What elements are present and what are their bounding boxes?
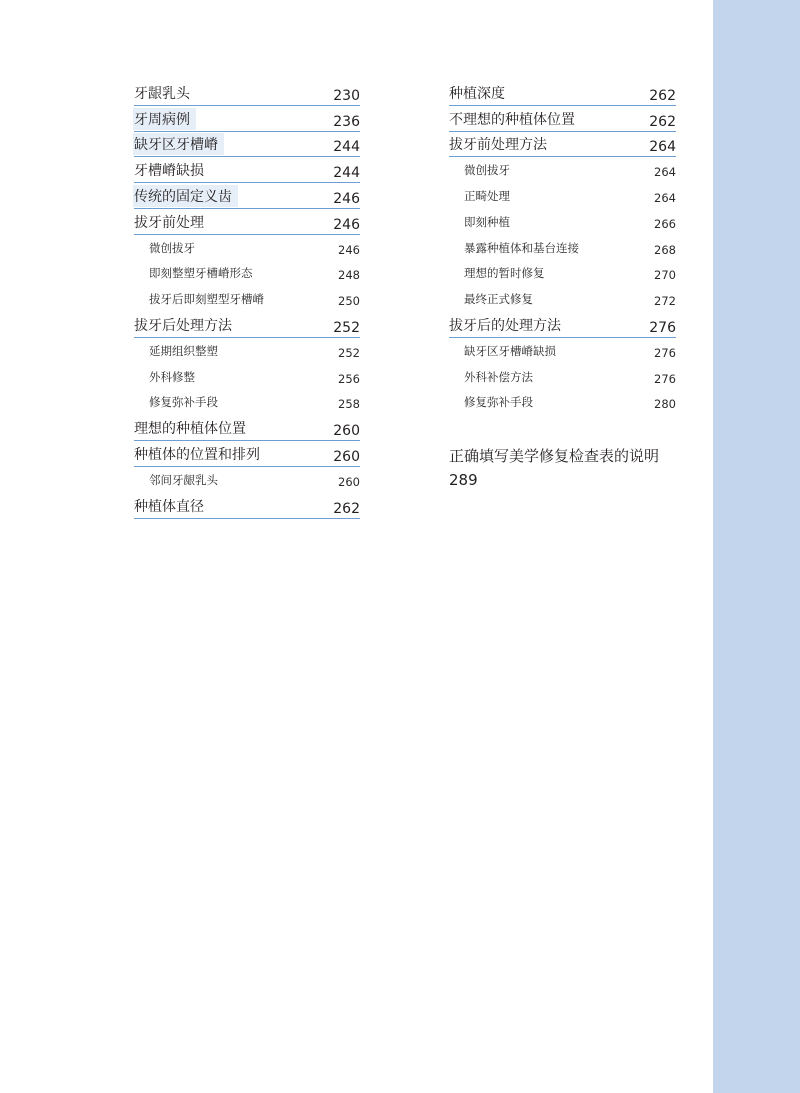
toc-subentry[interactable] [449,209,676,235]
toc-entry-title: 牙周病例 [133,108,196,130]
toc-entry-page-number: 260 [333,448,360,465]
toc-entry-title: 修复弥补手段 [149,395,218,410]
toc-entry-title: 微创拔牙 [464,163,510,178]
toc-entry-page-number: 262 [333,500,360,517]
toc-entry-page-number: 244 [333,165,360,182]
toc-entry-page-number: 252 [338,345,360,360]
toc-entry-page-number: 276 [654,345,676,360]
toc-subentry[interactable] [449,261,676,287]
closing-entry-title: 正确填写美学修复检查表的说明 [449,447,660,465]
toc-entry-page-number: 276 [649,319,676,336]
toc-entry-title: 种植深度 [449,85,505,102]
toc-entry-title: 理想的种植体位置 [134,421,246,438]
toc-entry-title: 缺牙区牙槽嵴 [133,133,224,155]
toc-entry-title: 不理想的种植体位置 [449,111,575,128]
toc-entry-title: 拔牙后处理方法 [134,317,232,334]
toc-entry[interactable] [134,183,360,209]
toc-subentry[interactable] [134,364,360,390]
toc-entry-page-number: 262 [649,87,676,104]
toc-entry-title: 拔牙前处理 [134,214,204,231]
toc-left-column [134,80,360,519]
toc-entry-page-number: 266 [654,216,676,231]
toc-entry-title: 拔牙后的处理方法 [449,317,561,334]
toc-entry-page-number: 264 [654,165,676,180]
toc-entry[interactable] [134,106,360,132]
toc-entry-page-number: 262 [649,113,676,130]
toc-subentry[interactable] [449,338,676,364]
toc-subentry[interactable] [134,286,360,312]
toc-entry[interactable] [449,80,676,106]
toc-subentry[interactable] [134,390,360,416]
toc-entry-page-number: 230 [333,87,360,104]
toc-subentry[interactable] [134,261,360,287]
toc-entry-title: 种植体的位置和排列 [134,446,260,463]
toc-entry-title: 牙槽嵴缺损 [134,163,204,180]
closing-toc-entry[interactable] [449,444,689,492]
toc-entry[interactable] [134,415,360,441]
toc-entry-page-number: 264 [649,139,676,156]
toc-entry-title: 修复弥补手段 [464,395,533,410]
toc-entry-page-number: 260 [333,423,360,440]
toc-subentry[interactable] [449,364,676,390]
toc-subentry[interactable] [134,467,360,493]
toc-subentry[interactable] [134,338,360,364]
toc-entry-title: 正畸处理 [464,188,510,203]
toc-entry-page-number: 268 [654,242,676,257]
toc-entry-title: 最终正式修复 [464,292,533,307]
toc-entry-title: 理想的暂时修复 [464,266,545,281]
side-color-band [713,0,800,1093]
toc-entry-page-number: 244 [333,139,360,156]
toc-entry[interactable] [134,80,360,106]
toc-entry-title: 即刻种植 [464,214,510,229]
toc-entry-title: 种植体直径 [134,498,204,515]
toc-entry-title: 即刻整塑牙槽嵴形态 [149,266,253,281]
toc-entry-page-number: 252 [333,319,360,336]
toc-entry[interactable] [134,132,360,158]
toc-entry[interactable] [134,493,360,519]
toc-entry-title: 拔牙前处理方法 [449,137,547,154]
toc-subentry[interactable] [449,157,676,183]
toc-subentry[interactable] [449,390,676,416]
toc-entry-page-number: 258 [338,397,360,412]
toc-entry-title: 暴露种植体和基台连接 [464,240,579,255]
toc-entry-title: 邻间牙龈乳头 [149,472,218,487]
toc-entry[interactable] [449,106,676,132]
toc-entry[interactable] [449,312,676,338]
toc-entry-page-number: 264 [654,190,676,205]
toc-subentry[interactable] [449,235,676,261]
toc-entry-title: 延期组织整塑 [149,343,218,358]
toc-entry[interactable] [134,209,360,235]
toc-subentry[interactable] [449,286,676,312]
toc-entry[interactable] [134,157,360,183]
toc-entry-title: 牙龈乳头 [134,85,190,102]
toc-entry-page-number: 246 [338,242,360,257]
toc-entry[interactable] [449,132,676,158]
toc-entry-title: 传统的固定义齿 [133,185,238,207]
toc-entry-page-number: 246 [333,190,360,207]
toc-entry-page-number: 246 [333,216,360,233]
toc-entry-title: 缺牙区牙槽嵴缺损 [464,343,556,358]
toc-entry[interactable] [134,441,360,467]
toc-entry-page-number: 248 [338,268,360,283]
toc-entry-page-number: 272 [654,294,676,309]
toc-entry[interactable] [134,312,360,338]
closing-entry-page: 289 [449,471,478,489]
toc-entry-title: 外科修整 [149,369,195,384]
toc-entry-page-number: 260 [338,474,360,489]
toc-right-column [449,80,676,415]
toc-entry-page-number: 280 [654,397,676,412]
toc-entry-title: 拔牙后即刻塑型牙槽嵴 [149,292,264,307]
toc-entry-title: 外科补偿方法 [464,369,533,384]
toc-entry-page-number: 236 [333,113,360,130]
toc-entry-page-number: 270 [654,268,676,283]
toc-entry-page-number: 276 [654,371,676,386]
toc-entry-title: 微创拔牙 [149,240,195,255]
toc-subentry[interactable] [134,235,360,261]
toc-entry-page-number: 256 [338,371,360,386]
toc-subentry[interactable] [449,183,676,209]
toc-entry-page-number: 250 [338,294,360,309]
